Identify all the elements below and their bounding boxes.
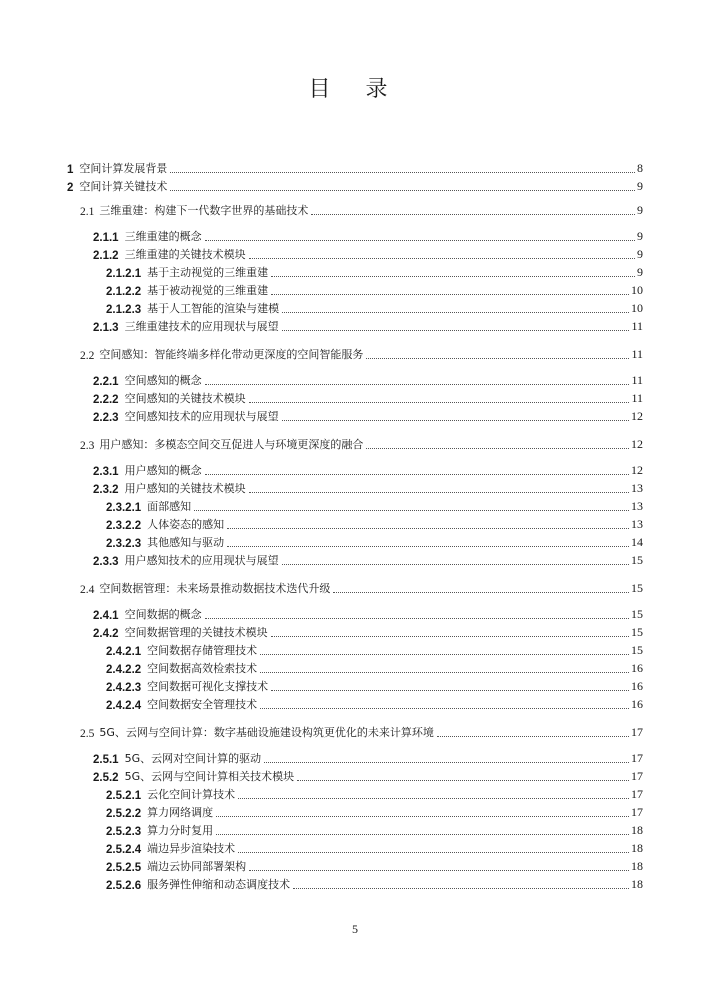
toc-entry-page: 9 [637,179,643,193]
toc-entry-number: 2.3.3 [93,556,119,568]
toc-entry-page: 12 [631,409,643,423]
toc-entry-number: 2.1.3 [93,322,119,334]
toc-leader-dots [170,189,635,191]
toc-leader-dots [260,707,629,709]
toc-entry-number: 2.3 [80,440,95,452]
toc-entry[interactable] [67,178,643,194]
toc-entry-number: 2.2.2 [93,394,119,406]
toc-entry-title: 基于人工智能的渲染与建模 [147,302,280,315]
toc-entry-number: 2.1.2.2 [106,286,142,298]
toc-entry-page: 17 [631,805,643,819]
toc-leader-dots [311,213,635,215]
toc-entry-number: 2.4.2 [93,628,119,640]
toc-entry-page: 18 [631,823,643,837]
toc-entry-number: 2.3.2.1 [106,502,142,514]
toc-entry-page: 15 [631,581,643,595]
toc-entry[interactable] [93,408,643,424]
toc-entry-page: 9 [637,203,643,217]
toc-entry-title: 空间数据管理：未来场景推动数据技术迭代升级 [99,582,331,595]
toc-entry[interactable] [106,516,643,532]
toc-entry-page: 12 [631,463,643,477]
toc-entry-page: 15 [631,553,643,567]
toc-entry[interactable] [93,480,643,496]
toc-leader-dots [282,563,629,565]
toc-entry-number: 2.5.2 [93,772,119,784]
toc-entry-number: 2.1.1 [93,232,119,244]
toc-leader-dots [205,617,629,619]
toc-entry-title: 空间数据安全管理技术 [147,698,258,711]
toc-entry-page: 13 [631,481,643,495]
toc-entry-number: 1 [67,164,74,176]
toc-entry-number: 2.5.1 [93,754,119,766]
toc-entry[interactable] [93,390,643,406]
toc-entry-title: 端边云协同部署架构 [147,860,247,873]
toc-entry-title: 空间数据管理的关键技术模块 [124,626,268,639]
toc-entry-page: 11 [631,391,643,405]
toc-entry[interactable] [106,534,643,550]
toc-entry-page: 11 [631,373,643,387]
toc-entry-number: 2.5.2.2 [106,808,142,820]
toc-leader-dots [194,509,629,511]
toc-entry-title: 用户感知：多模态空间交互促进人与环境更深度的融合 [99,438,364,451]
toc-entry-title: 空间感知的关键技术模块 [124,392,246,405]
toc-leader-dots [249,401,630,403]
toc-entry-page: 16 [631,697,643,711]
toc-leader-dots [227,545,629,547]
toc-entry-title: 5G、云网与空间计算相关技术模块 [124,770,295,783]
toc-entry[interactable] [93,606,643,622]
toc-entry[interactable] [106,696,643,712]
toc-entry-title: 空间计算发展背景 [79,162,168,175]
toc-entry-number: 2.4 [80,584,95,596]
toc-entry[interactable] [93,750,643,766]
toc-entry-title: 三维重建：构建下一代数字世界的基础技术 [99,204,309,217]
toc-leader-dots [293,887,629,889]
toc-leader-dots [282,419,629,421]
toc-entry-number: 2.3.2.3 [106,538,142,550]
toc-entry-title: 空间数据高效检索技术 [147,662,258,675]
toc-leader-dots [271,635,629,637]
toc-entry[interactable] [93,624,643,640]
toc-entry[interactable] [93,228,643,244]
toc-leader-dots [249,869,629,871]
toc-entry[interactable] [80,436,643,452]
toc-entry[interactable] [93,462,643,478]
toc-entry-page: 15 [631,643,643,657]
toc-entry-number: 2.3.2.2 [106,520,142,532]
toc-entry-page: 17 [631,725,643,739]
toc-entry[interactable] [93,552,643,568]
toc-entry[interactable] [80,346,643,362]
toc-entry-page: 9 [637,247,643,261]
toc-entry-title: 三维重建技术的应用现状与展望 [124,320,279,333]
page-number: 5 [352,922,358,936]
toc-title: 目 录 [308,77,402,102]
toc-leader-dots [260,671,629,673]
toc-entry-title: 用户感知技术的应用现状与展望 [124,554,279,567]
toc-entry-page: 17 [631,751,643,765]
toc-leader-dots [271,275,635,277]
toc-entry-number: 2.1.2.1 [106,268,142,280]
toc-leader-dots [227,527,629,529]
toc-entry[interactable] [106,498,643,514]
toc-entry-number: 2.5.2.5 [106,862,142,874]
toc-entry-title: 算力分时复用 [147,824,214,837]
toc-entry-page: 17 [631,769,643,783]
toc-entry[interactable] [93,372,643,388]
toc-leader-dots [205,473,629,475]
toc-entry[interactable] [106,786,643,802]
toc-entry-number: 2.1 [80,206,95,218]
toc-entry-page: 18 [631,859,643,873]
toc-entry[interactable] [106,642,643,658]
toc-entry[interactable] [93,318,643,334]
toc-leader-dots [264,761,629,763]
toc-leader-dots [366,357,629,359]
toc-leader-dots [205,383,630,385]
toc-entry-title: 空间感知的概念 [124,374,202,387]
toc-entry-title: 5G、云网对空间计算的驱动 [124,752,262,765]
toc-entry-page: 12 [631,437,643,451]
toc-entry-title: 基于被动视觉的三维重建 [147,284,269,297]
toc-leader-dots [297,779,629,781]
toc-leader-dots [238,797,629,799]
toc-entry-number: 2.4.2.2 [106,664,142,676]
toc-entry[interactable] [106,804,643,820]
toc-entry-title: 云化空间计算技术 [147,788,236,801]
toc-entry-number: 2.5.2.3 [106,826,142,838]
toc-entry-title: 用户感知的关键技术模块 [124,482,246,495]
toc-entry-number: 2.1.2 [93,250,119,262]
toc-entry-number: 2.3.2 [93,484,119,496]
toc-entry[interactable] [106,660,643,676]
toc-entry-number: 2 [67,182,74,194]
toc-entry[interactable] [106,282,643,298]
toc-entry-number: 2.2.3 [93,412,119,424]
toc-entry-title: 空间计算关键技术 [79,180,168,193]
toc-entry[interactable] [67,160,643,176]
toc-leader-dots [249,491,629,493]
toc-entry-title: 用户感知的概念 [124,464,202,477]
toc-leader-dots [366,447,629,449]
toc-entry-title: 三维重建的概念 [124,230,202,243]
toc-entry-number: 2.3.1 [93,466,119,478]
toc-leader-dots [170,171,635,173]
toc-leader-dots [238,851,629,853]
toc-entry-number: 2.4.2.3 [106,682,142,694]
toc-entry-page: 18 [631,877,643,891]
toc-entry-number: 2.1.2.3 [106,304,142,316]
toc-entry-page: 16 [631,679,643,693]
toc-entry-title: 5G、云网与空间计算：数字基础设施建设构筑更优化的未来计算环境 [99,726,434,739]
toc-entry[interactable] [93,768,643,784]
toc-entry-page: 15 [631,625,643,639]
toc-leader-dots [437,735,629,737]
toc-entry-number: 2.2 [80,350,95,362]
toc-entry-number: 2.5.2.4 [106,844,142,856]
toc-entry-number: 2.4.2.1 [106,646,142,658]
toc-leader-dots [333,591,629,593]
toc-entry[interactable] [106,858,643,874]
toc-leader-dots [271,689,629,691]
toc-leader-dots [216,833,629,835]
toc-entry-title: 算力网络调度 [147,806,214,819]
toc-leader-dots [249,257,635,259]
toc-entry-number: 2.5.2.6 [106,880,142,892]
toc-entry-page: 10 [631,283,643,297]
toc-entry-title: 空间数据存储管理技术 [147,644,258,657]
toc-entry[interactable] [80,202,643,218]
toc-leader-dots [271,293,629,295]
toc-entry-number: 2.5 [80,728,95,740]
toc-entry-title: 服务弹性伸缩和动态调度技术 [147,878,291,891]
toc-entry-page: 8 [637,161,643,175]
toc-entry[interactable] [106,876,643,892]
toc-entry[interactable] [80,724,643,740]
toc-entry-title: 人体姿态的感知 [147,518,225,531]
toc-entry-title: 基于主动视觉的三维重建 [147,266,269,279]
toc-leader-dots [216,815,629,817]
toc-leader-dots [282,311,629,313]
toc-entry-number: 2.2.1 [93,376,119,388]
toc-entry[interactable] [106,300,643,316]
toc-entry-page: 13 [631,499,643,513]
toc-entry-page: 13 [631,517,643,531]
toc-entry-page: 9 [637,265,643,279]
toc-entry-title: 三维重建的关键技术模块 [124,248,246,261]
toc-entry-title: 空间数据的概念 [124,608,202,621]
toc-entry-title: 端边异步渲染技术 [147,842,236,855]
toc-leader-dots [205,239,635,241]
toc-entry-page: 9 [637,229,643,243]
toc-entry-page: 11 [631,319,643,333]
toc-entry-number: 2.4.2.4 [106,700,142,712]
toc-entry[interactable] [106,264,643,280]
toc-entry[interactable] [106,822,643,838]
toc-entry[interactable] [106,678,643,694]
toc-entry-title: 空间数据可视化支撑技术 [147,680,269,693]
toc-entry[interactable] [106,840,643,856]
toc-entry-number: 2.4.1 [93,610,119,622]
toc-entry-page: 14 [631,535,643,549]
toc-entry-page: 15 [631,607,643,621]
toc-entry-number: 2.5.2.1 [106,790,142,802]
toc-entry-page: 16 [631,661,643,675]
toc-entry-title: 面部感知 [147,500,192,513]
toc-leader-dots [260,653,629,655]
toc-entry-title: 空间感知技术的应用现状与展望 [124,410,279,423]
toc-entry-title: 其他感知与驱动 [147,536,225,549]
toc-entry-page: 18 [631,841,643,855]
toc-entry-page: 11 [631,347,643,361]
toc-entry-page: 17 [631,787,643,801]
toc-entry[interactable] [80,580,643,596]
toc-leader-dots [282,329,630,331]
toc-entry-page: 10 [631,301,643,315]
toc-entry[interactable] [93,246,643,262]
toc-entry-title: 空间感知：智能终端多样化带动更深度的空间智能服务 [99,348,364,361]
